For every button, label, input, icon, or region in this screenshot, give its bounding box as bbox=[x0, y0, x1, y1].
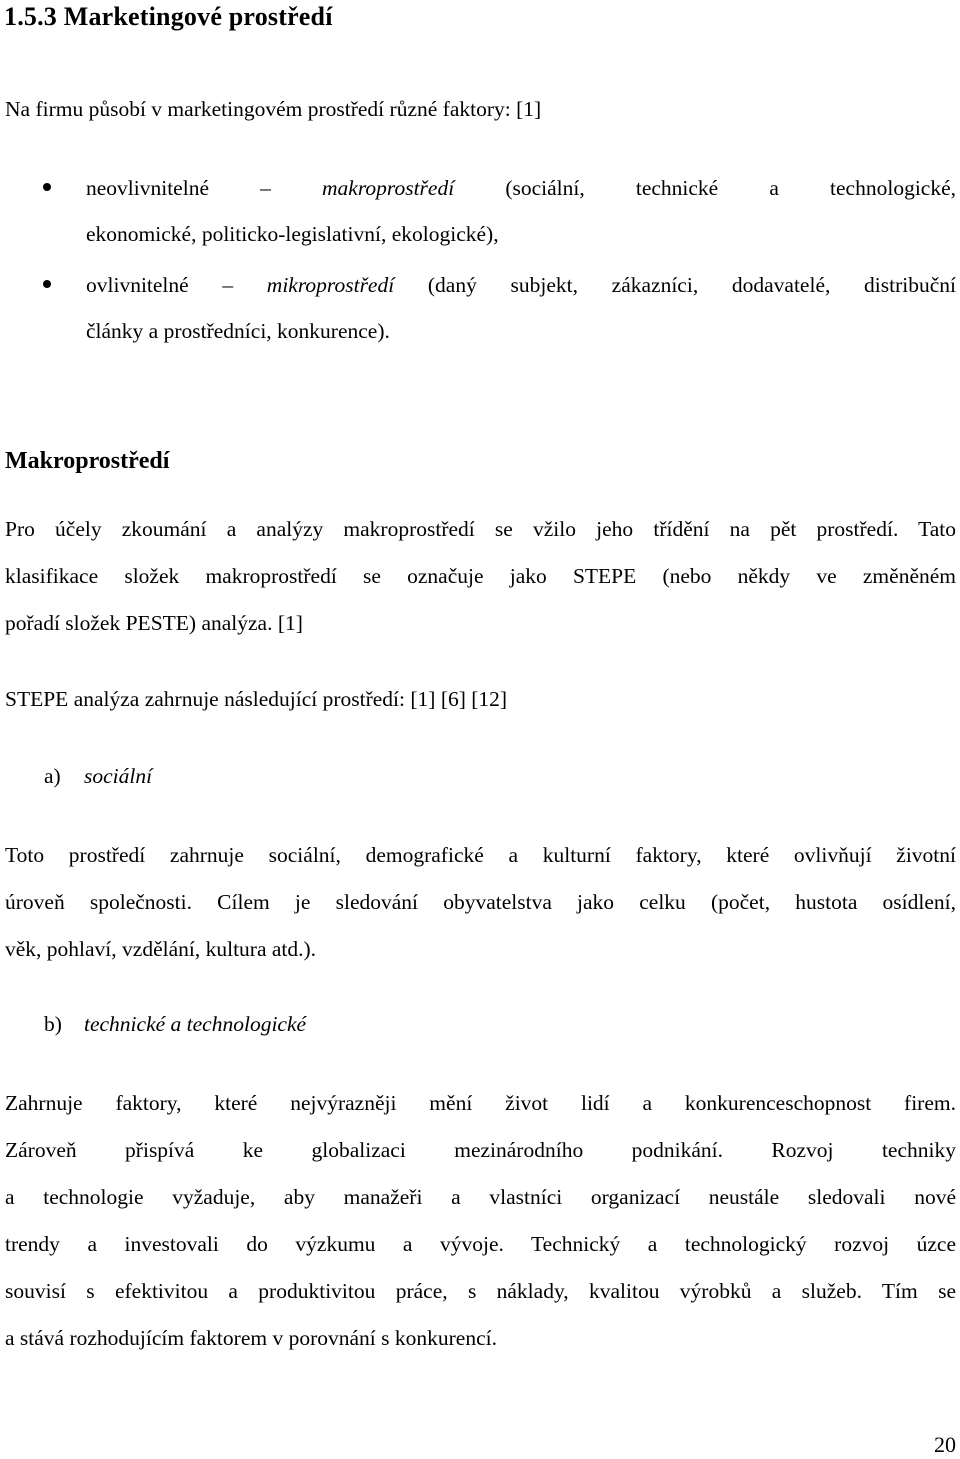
text-line: věk, pohlaví, vzdělání, kultura atd.). bbox=[5, 937, 317, 961]
item-title: technické a technologické bbox=[84, 1012, 307, 1036]
text-line: Pro účely zkoumání a analýzy makroprostředí se vžilo jeho třídění na pět prostředí. Tato bbox=[5, 517, 956, 541]
paragraph-social bbox=[5, 832, 956, 973]
text-line: pořadí složek PESTE) analýza. [1] bbox=[5, 611, 303, 635]
bullet-item-uncontrollable bbox=[86, 165, 956, 257]
word: distribuční bbox=[864, 273, 957, 297]
word: (sociální, bbox=[505, 176, 585, 200]
paragraph-macro-intro bbox=[5, 506, 956, 647]
bullet-concept: mikroprostředí bbox=[266, 273, 395, 297]
text-line: souvisí s efektivitou a produktivitou práce, s náklady, kvalitou výrobků a služeb. Tím se bbox=[5, 1279, 956, 1303]
item-b-heading bbox=[44, 1012, 306, 1037]
bullet-icon bbox=[43, 280, 51, 288]
bullet-line: články a prostředníci, konkurence). bbox=[86, 319, 390, 343]
item-label: b) bbox=[44, 1012, 62, 1036]
text-line: Zahrnuje faktory, které nejvýrazněji mění život lidí a konkurenceschopnost firem. bbox=[5, 1091, 956, 1115]
bullet-line bbox=[86, 262, 956, 308]
text-line: Toto prostředí zahrnuje sociální, demografické a kulturní faktory, které ovlivňují životní bbox=[5, 843, 956, 867]
item-a-heading bbox=[44, 764, 152, 789]
word: technologické, bbox=[830, 176, 956, 200]
page-number: 20 bbox=[934, 1432, 956, 1457]
section-heading: 1.5.3 Marketingové prostředí bbox=[4, 2, 333, 31]
bullet-line: ekonomické, politicko-legislativní, ekologické), bbox=[86, 222, 499, 246]
bullet-line bbox=[86, 165, 956, 211]
subheading-macro: Makroprostředí bbox=[5, 448, 170, 474]
paragraph-technological bbox=[5, 1080, 956, 1362]
item-title: sociální bbox=[84, 764, 153, 788]
text-line: trendy a investovali do výzkumu a vývoje. Technický a technologický rozvoj úzce bbox=[5, 1232, 956, 1256]
text-line: a technologie vyžaduje, aby manažeři a vlastníci organizací neustále sledovali nové bbox=[5, 1185, 956, 1209]
word: zákazníci, bbox=[611, 273, 699, 297]
bullet-concept: makroprostředí bbox=[322, 176, 455, 200]
text-line: úroveň společnosti. Cílem je sledování obyvatelstva jako celku (počet, hustota osídlení, bbox=[5, 890, 956, 914]
bullet-term: neovlivnitelné bbox=[86, 176, 209, 200]
word: (daný bbox=[427, 273, 477, 297]
text-line: klasifikace složek makroprostředí se označuje jako STEPE (nebo někdy ve změněném bbox=[5, 564, 956, 588]
word: technické bbox=[635, 176, 719, 200]
bullet-term: ovlivnitelné bbox=[86, 273, 189, 297]
dash: – bbox=[260, 176, 271, 200]
text-line: a stává rozhodujícím faktorem v porovnání s konkurencí. bbox=[5, 1326, 497, 1350]
intro-paragraph: Na firmu působí v marketingovém prostředí různé faktory: [1] bbox=[5, 97, 542, 121]
bullet-item-controllable bbox=[86, 262, 956, 354]
word: dodavatelé, bbox=[731, 273, 831, 297]
word: a bbox=[769, 176, 779, 200]
dash: – bbox=[222, 273, 234, 297]
word: subjekt, bbox=[510, 273, 578, 297]
text-line: Zároveň přispívá ke globalizaci mezinárodního podnikání. Rozvoj techniky bbox=[5, 1138, 956, 1162]
item-label: a) bbox=[44, 764, 61, 788]
paragraph-stepe: STEPE analýza zahrnuje následující prostředí: [1] [6] [12] bbox=[5, 687, 508, 711]
bullet-icon bbox=[43, 183, 51, 191]
